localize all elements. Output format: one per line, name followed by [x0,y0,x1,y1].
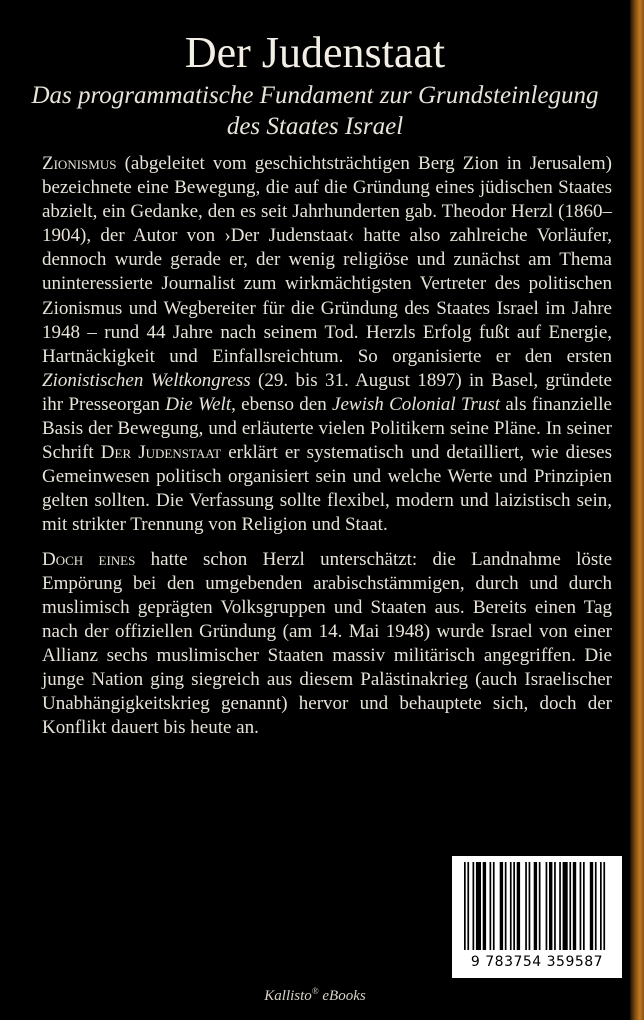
book-subtitle [20,80,610,142]
publisher-name: Kallisto [264,988,312,1004]
emphasis-trust: Jewish Colonial Trust [332,393,501,415]
isbn-number: 9 783754 359587 [470,954,604,970]
subtitle-line-2: des Staates Israel [226,113,404,140]
book-title: Der Judenstaat [184,28,446,77]
text-run: hatte schon Herzl unterschätzt: die Landnahme löste Empörung bei den umgebenden arabischstämmigen, durch und durch muslimisch geprägten Volksgruppen und Staaten aus. Bereits einen Tag nach der offiziellen Gründung (am 14. Mai 1948) wurde Israel von einer Allianz sechs muslimischer Staaten massiv militärisch angegriffen. Die junge Nation ging siegreich aus diesem Palästinakrieg (auch Israelischer Unabhängigkeitskrieg genannt) hervor und behauptete sich, doch der Konflikt dauert bis heute an. [42,548,613,739]
text-run: (29. bis 31. August 1897) in Basel, gründete ihr Presseorgan [42,369,612,415]
publisher-imprint [0,986,630,1005]
lead-word: Doch eines [42,548,136,570]
isbn-barcode [452,856,622,978]
text-run: , ebenso den [231,393,333,415]
text-run: als finanzielle Basis der Bewegung, und erläuterte vielen Politikern seine Pläne. In seiner Schrift [42,393,612,464]
book-spine-edge [630,0,644,1020]
lead-word: Zionismus [42,153,117,174]
blurb-paragraph-2 [42,548,612,741]
registered-mark: ® [311,986,319,996]
blurb-paragraph-1 [42,152,612,538]
barcode-bars [452,856,622,956]
blurb-text [42,152,612,740]
publisher-suffix: eBooks [318,988,366,1004]
emphasis-congress: Zionistischen Weltkongress [42,369,251,391]
text-run: erklärt er systematisch und detailliert, wie dieses Gemeinwesen politisch organisiert sein und welche Werte und Prinzipien gelten sollten. Die Verfassung sollte flexibel, modern und laizistisch sein, mit strikter Trennung von Religion und Staat. [42,442,612,536]
subtitle-line-1: Das programmatische Fundament zur Grundsteinlegung [31,82,599,109]
text-run: (abgeleitet vom geschichtsträchtigen Berg Zion in Jerusalem) bezeichnete eine Bewegung, die auf die Gründung eines jüdischen Staates abzielt, ein Gedanke, den es seit Jahrhunderten gab. Theodor Herzl (1860–1904), der Autor von ›Der Judenstaat‹ hatte also zahlreiche Vorläufer, dennoch wurde gerade er, der wenig religiöse und zunächst am Thema uninteressierte Journalist zum wirkmächtigsten Vertreter des politischen Zionismus und Wegbereiter für die Gründung des Staates Israel im Jahre 1948 – rund 44 Jahre nach seinem Tod. Herzls Erfolg fußt auf Energie, Hartnäckigkeit und Einfallsreichtum. So organisierte er den ersten [42,153,612,367]
book-title-reference: Der Judenstaat [100,442,222,464]
emphasis-die-welt: Die Welt [165,393,232,415]
